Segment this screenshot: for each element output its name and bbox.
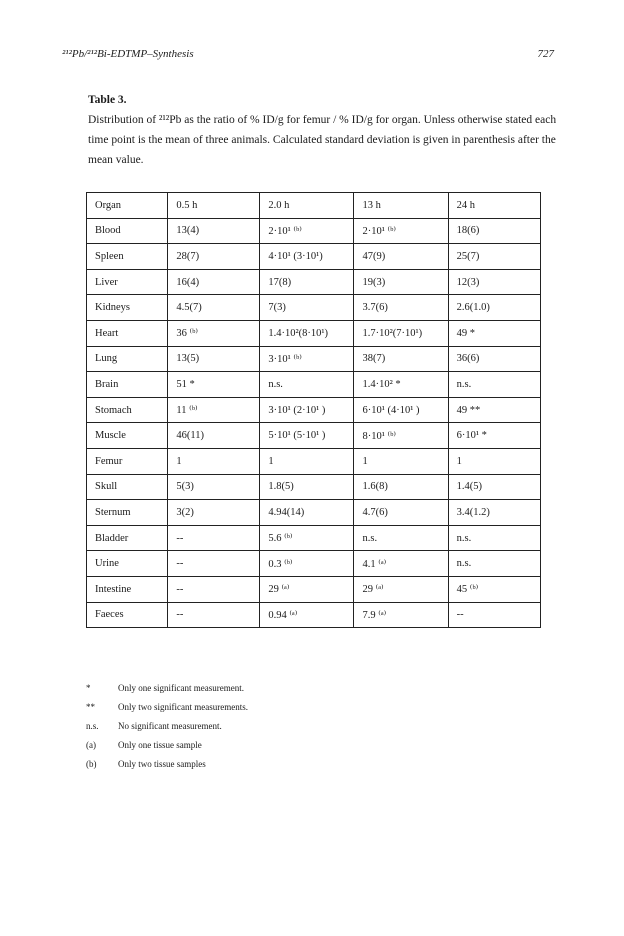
column-header: 13 h <box>354 193 448 219</box>
value-cell: 16(4) <box>168 269 260 295</box>
column-header: 2.0 h <box>260 193 354 219</box>
value-cell: 1 <box>354 448 448 474</box>
value-cell: 2.6(1.0) <box>448 295 540 321</box>
value-cell: 18(6) <box>448 218 540 244</box>
value-cell: 28(7) <box>168 244 260 270</box>
footnote-text: Only two tissue samples <box>118 759 206 769</box>
footnote-text: Only one tissue sample <box>118 740 202 750</box>
organ-cell: Urine <box>87 551 168 577</box>
value-cell: 4.5(7) <box>168 295 260 321</box>
value-cell: 17(8) <box>260 269 354 295</box>
value-cell: 1.4·10² * <box>354 372 448 398</box>
value-cell: 25(7) <box>448 244 540 270</box>
value-cell: 51 * <box>168 372 260 398</box>
organ-cell: Kidneys <box>87 295 168 321</box>
value-cell: 12(3) <box>448 269 540 295</box>
value-cell: 1.8(5) <box>260 474 354 500</box>
value-cell: 6·10¹ (4·10¹ ) <box>354 397 448 423</box>
value-cell: 4.1 ⁽ᵃ⁾ <box>354 551 448 577</box>
value-cell: 7(3) <box>260 295 354 321</box>
value-cell: 5.6 ⁽ᵇ⁾ <box>260 525 354 551</box>
table-header-row <box>87 193 541 219</box>
table-row <box>87 346 541 372</box>
table-row <box>87 397 541 423</box>
table-row <box>87 448 541 474</box>
footnote-text: Only one significant measurement. <box>118 683 244 693</box>
page-number: 727 <box>537 48 554 60</box>
value-cell: 1 <box>448 448 540 474</box>
value-cell: 1.4(5) <box>448 474 540 500</box>
value-cell: n.s. <box>260 372 354 398</box>
table-row <box>87 320 541 346</box>
table-title: Table 3. <box>88 94 127 106</box>
footnote-symbol: (a) <box>86 740 96 750</box>
value-cell: 0.94 ⁽ᵃ⁾ <box>260 602 354 628</box>
value-cell: 3.7(6) <box>354 295 448 321</box>
organ-cell: Stomach <box>87 397 168 423</box>
value-cell: 2·10¹ ⁽ᵇ⁾ <box>260 218 354 244</box>
value-cell: 7.9 ⁽ᵃ⁾ <box>354 602 448 628</box>
value-cell: 4.94(14) <box>260 500 354 526</box>
organ-cell: Skull <box>87 474 168 500</box>
value-cell: 45 ⁽ᵇ⁾ <box>448 576 540 602</box>
organ-cell: Brain <box>87 372 168 398</box>
organ-cell: Bladder <box>87 525 168 551</box>
table-row <box>87 525 541 551</box>
footnote-text: No significant measurement. <box>118 721 222 731</box>
value-cell: 2·10¹ ⁽ᵇ⁾ <box>354 218 448 244</box>
value-cell: 1.7·10²(7·10¹) <box>354 320 448 346</box>
value-cell: 8·10¹ ⁽ᵇ⁾ <box>354 423 448 449</box>
value-cell: 49 ** <box>448 397 540 423</box>
table-row <box>87 500 541 526</box>
table-row <box>87 474 541 500</box>
value-cell: 13(4) <box>168 218 260 244</box>
value-cell: n.s. <box>448 551 540 577</box>
footnote-symbol: ** <box>86 702 95 712</box>
footnote-text: Only two significant measurements. <box>118 702 248 712</box>
column-header: 0.5 h <box>168 193 260 219</box>
distribution-table <box>86 192 541 628</box>
value-cell: 4.7(6) <box>354 500 448 526</box>
table-row <box>87 218 541 244</box>
organ-cell: Faeces <box>87 602 168 628</box>
value-cell: 1 <box>168 448 260 474</box>
value-cell: -- <box>448 602 540 628</box>
column-header: Organ <box>87 193 168 219</box>
value-cell: -- <box>168 551 260 577</box>
value-cell: 3·10¹ (2·10¹ ) <box>260 397 354 423</box>
value-cell: 29 ⁽ᵃ⁾ <box>354 576 448 602</box>
organ-cell: Spleen <box>87 244 168 270</box>
column-header: 24 h <box>448 193 540 219</box>
organ-cell: Blood <box>87 218 168 244</box>
table-row <box>87 295 541 321</box>
value-cell: 1.4·10²(8·10¹) <box>260 320 354 346</box>
value-cell: n.s. <box>448 525 540 551</box>
value-cell: 6·10¹ * <box>448 423 540 449</box>
running-title: ²¹²Pb/²¹²Bi-EDTMP–Synthesis <box>62 48 194 60</box>
value-cell: 49 * <box>448 320 540 346</box>
organ-cell: Femur <box>87 448 168 474</box>
value-cell: n.s. <box>448 372 540 398</box>
value-cell: 47(9) <box>354 244 448 270</box>
table-caption <box>88 90 558 170</box>
table-row <box>87 423 541 449</box>
value-cell: 38(7) <box>354 346 448 372</box>
table-row <box>87 372 541 398</box>
value-cell: -- <box>168 602 260 628</box>
value-cell: 3·10¹ ⁽ᵇ⁾ <box>260 346 354 372</box>
table-row <box>87 244 541 270</box>
table-row <box>87 602 541 628</box>
table-row <box>87 551 541 577</box>
footnote-symbol: * <box>86 683 91 693</box>
organ-cell: Muscle <box>87 423 168 449</box>
organ-cell: Intestine <box>87 576 168 602</box>
value-cell: n.s. <box>354 525 448 551</box>
value-cell: 13(5) <box>168 346 260 372</box>
organ-cell: Liver <box>87 269 168 295</box>
value-cell: 5·10¹ (5·10¹ ) <box>260 423 354 449</box>
table-description: Distribution of ²¹²Pb as the ratio of % ID/g for femur / % ID/g for organ. Unless otherwise stated each time point is the mean of three animals. Calculated standard deviation is given in parenthesis after the mean value. <box>88 114 557 166</box>
value-cell: 36 ⁽ᵇ⁾ <box>168 320 260 346</box>
table-body <box>87 193 541 628</box>
value-cell: -- <box>168 576 260 602</box>
value-cell: 0.3 ⁽ᵇ⁾ <box>260 551 354 577</box>
value-cell: 36(6) <box>448 346 540 372</box>
value-cell: 4·10¹ (3·10¹) <box>260 244 354 270</box>
value-cell: 1.6(8) <box>354 474 448 500</box>
value-cell: 3.4(1.2) <box>448 500 540 526</box>
value-cell: 5(3) <box>168 474 260 500</box>
value-cell: 11 ⁽ᵇ⁾ <box>168 397 260 423</box>
footnote-symbol: (b) <box>86 759 97 769</box>
value-cell: 29 ⁽ᵃ⁾ <box>260 576 354 602</box>
table-row <box>87 576 541 602</box>
value-cell: 3(2) <box>168 500 260 526</box>
value-cell: 19(3) <box>354 269 448 295</box>
organ-cell: Lung <box>87 346 168 372</box>
table-row <box>87 269 541 295</box>
footnote-symbol: n.s. <box>86 721 99 731</box>
organ-cell: Heart <box>87 320 168 346</box>
value-cell: 46(11) <box>168 423 260 449</box>
organ-cell: Sternum <box>87 500 168 526</box>
value-cell: -- <box>168 525 260 551</box>
value-cell: 1 <box>260 448 354 474</box>
